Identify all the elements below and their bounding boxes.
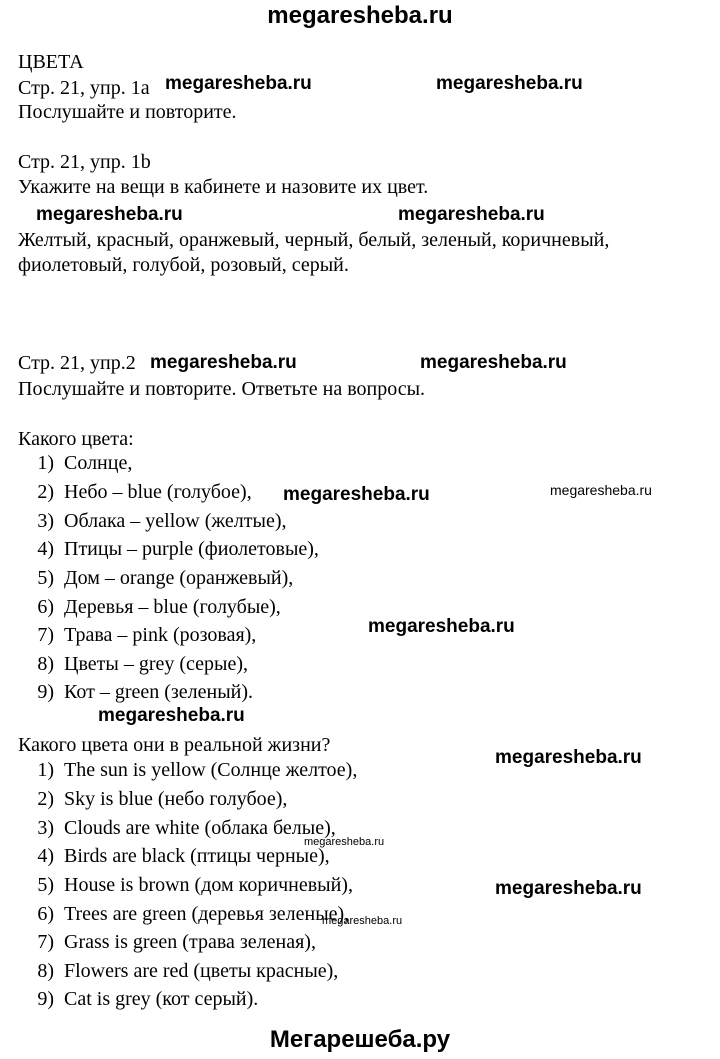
watermark: megaresheba.ru	[420, 352, 567, 373]
list-item: 6) Деревья – blue (голубые),	[37, 596, 281, 618]
ex1b-instruction: Укажите на вещи в кабинете и назовите их цвет.	[18, 176, 429, 198]
ex2-instruction: Послушайте и повторите. Ответьте на вопросы.	[18, 378, 426, 400]
list-item: 2) Небо – blue (голубое),	[37, 481, 252, 503]
watermark: megaresheba.ru	[322, 915, 403, 927]
ex1b-answer-line1: Желтый, красный, оранжевый, черный, белый, зеленый, коричневый,	[18, 229, 610, 251]
ex1b-answer-line2: фиолетовый, голубой, розовый, серый.	[18, 254, 349, 276]
list-item: 8) Flowers are red (цветы красные),	[37, 960, 339, 982]
ex1a-instruction: Послушайте и повторите.	[18, 101, 237, 123]
list-item: 2) Sky is blue (небо голубое),	[37, 788, 288, 810]
list-item: 9) Cat is grey (кот серый).	[37, 988, 259, 1010]
list-item: 7) Трава – pink (розовая),	[37, 624, 257, 646]
list-item: 3) Clouds are white (облака белые),	[37, 817, 336, 839]
footer-watermark: Мегарешеба.ру	[269, 1026, 451, 1053]
ex1a-ref: Стр. 21, упр. 1a	[18, 77, 150, 99]
ex2-question2: Какого цвета они в реальной жизни?	[18, 734, 331, 756]
list-item: 9) Кот – green (зеленый).	[37, 681, 254, 703]
list-item: 4) Птицы – purple (фиолетовые),	[37, 538, 319, 560]
watermark: megaresheba.ru	[368, 616, 515, 637]
watermark: megaresheba.ru	[550, 482, 652, 498]
header-watermark: megaresheba.ru	[267, 2, 453, 29]
watermark: megaresheba.ru	[98, 705, 245, 726]
list-item: 4) Birds are black (птицы черные),	[37, 845, 330, 867]
watermark: megaresheba.ru	[165, 73, 312, 94]
list-item: 5) House is brown (дом коричневый),	[37, 874, 353, 896]
ex2-ref: Стр. 21, упр.2	[18, 352, 136, 374]
list-item: 3) Облака – yellow (желтые),	[37, 510, 287, 532]
watermark: megaresheba.ru	[495, 747, 642, 768]
list-item: 1) Солнце,	[37, 452, 133, 474]
watermark: megaresheba.ru	[398, 204, 545, 225]
list-item: 5) Дом – orange (оранжевый),	[37, 567, 294, 589]
list-item: 6) Trees are green (деревья зеленые),	[37, 903, 350, 925]
list-item: 8) Цветы – grey (серые),	[37, 653, 248, 675]
list-item: 1) The sun is yellow (Солнце желтое),	[37, 759, 358, 781]
watermark: megaresheba.ru	[283, 484, 430, 505]
list-item: 7) Grass is green (трава зеленая),	[37, 931, 316, 953]
watermark: megaresheba.ru	[495, 878, 642, 899]
watermark: megaresheba.ru	[150, 352, 297, 373]
section-title: ЦВЕТА	[18, 51, 84, 73]
ex2-question1: Какого цвета:	[18, 428, 134, 450]
watermark: megaresheba.ru	[436, 73, 583, 94]
watermark: megaresheba.ru	[304, 836, 385, 848]
ex1b-ref: Стр. 21, упр. 1b	[18, 151, 151, 173]
watermark: megaresheba.ru	[36, 204, 183, 225]
